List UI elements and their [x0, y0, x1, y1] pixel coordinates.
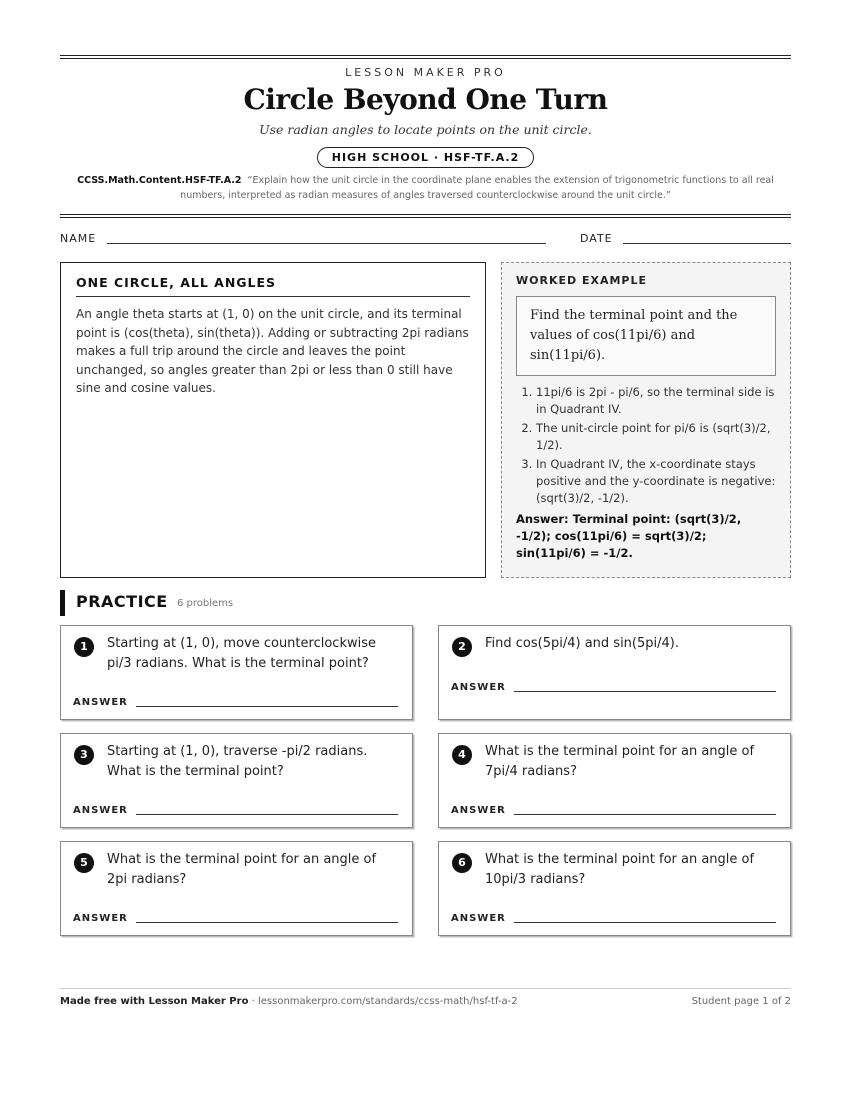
page-subtitle: Use radian angles to locate points on the unit circle. — [259, 122, 592, 137]
problem-number-badge: 6 — [452, 853, 472, 873]
name-label: NAME — [60, 232, 97, 245]
footer-page-number: Student page 1 of 2 — [691, 996, 791, 1007]
answer-label: ANSWER — [451, 913, 506, 924]
problem-question: What is the terminal point for an angle of 10pi/3 radians? — [485, 852, 755, 887]
problem-number-badge: 1 — [74, 637, 94, 657]
worked-step: 3. In Quadrant IV, the x-coordinate stays positive and the y-coordinate is negative: (sqrt(3)/2, -1/2). — [536, 456, 776, 507]
problem-question: Starting at (1, 0), move counterclockwise pi/3 radians. What is the terminal point? — [107, 636, 376, 671]
answer-field[interactable] — [136, 706, 398, 707]
worked-example-answer: Answer: Terminal point: (sqrt(3)/2, -1/2); cos(11pi/6) = sqrt(3)/2; sin(11pi/6) = -1/2. — [516, 512, 742, 560]
worked-example-problem: Find the terminal point and the values of cos(11pi/6) and sin(11pi/6). — [516, 296, 776, 376]
concept-box — [60, 262, 486, 578]
worked-example-steps — [516, 384, 776, 507]
answer-field[interactable] — [514, 814, 776, 815]
problem-card-6 — [438, 841, 791, 936]
answer-field[interactable] — [136, 922, 398, 923]
date-label: DATE — [580, 232, 613, 245]
practice-count: 6 problems — [177, 598, 234, 609]
header-bottom-rule — [60, 214, 791, 218]
answer-label: ANSWER — [73, 805, 128, 816]
worked-step: 2. The unit-circle point for pi/6 is (sqrt(3)/2, 1/2). — [536, 420, 776, 454]
page-title: Circle Beyond One Turn — [243, 83, 608, 116]
problem-question: What is the terminal point for an angle of 2pi radians? — [107, 852, 377, 887]
name-field[interactable] — [107, 243, 546, 244]
answer-field[interactable] — [514, 922, 776, 923]
problem-card-3 — [60, 733, 413, 828]
brand-name: LESSON MAKER PRO — [345, 66, 506, 79]
practice-heading: PRACTICE — [76, 592, 168, 611]
problem-number-badge: 5 — [74, 853, 94, 873]
problem-number-badge: 3 — [74, 745, 94, 765]
answer-field[interactable] — [514, 691, 776, 692]
problem-number-badge: 2 — [452, 637, 472, 657]
date-field[interactable] — [623, 243, 791, 244]
problem-card-1 — [60, 625, 413, 720]
problem-question: Starting at (1, 0), traverse -pi/2 radians. What is the terminal point? — [107, 744, 368, 779]
answer-label: ANSWER — [73, 913, 128, 924]
problem-number-badge: 4 — [452, 745, 472, 765]
standard-description — [60, 173, 791, 203]
problem-question: What is the terminal point for an angle of 7pi/4 radians? — [485, 744, 755, 779]
answer-field[interactable] — [136, 814, 398, 815]
problem-card-2 — [438, 625, 791, 720]
worked-step: 1. 11pi/6 is 2pi - pi/6, so the terminal side is in Quadrant IV. — [536, 384, 776, 418]
answer-label: ANSWER — [451, 805, 506, 816]
worked-example-box — [501, 262, 791, 578]
problem-card-4 — [438, 733, 791, 828]
worksheet-page — [60, 0, 791, 1100]
worked-example-title: WORKED EXAMPLE — [516, 274, 647, 287]
problem-card-5 — [60, 841, 413, 936]
level-badge-wrap — [60, 146, 791, 168]
footer-url[interactable]: · lessonmakerpro.com/standards/ccss-math/hsf-tf-a-2 — [248, 996, 518, 1007]
footer-credit — [60, 996, 518, 1007]
answer-label: ANSWER — [73, 697, 128, 708]
concept-title: ONE CIRCLE, ALL ANGLES — [76, 275, 470, 297]
standard-code: CCSS.Math.Content.HSF-TF.A.2 — [77, 175, 242, 186]
footer-made-with: Made free with Lesson Maker Pro — [60, 996, 249, 1007]
footer-rule — [60, 988, 791, 989]
practice-accent-bar — [60, 590, 65, 616]
standard-text: “Explain how the unit circle in the coordinate plane enables the extension of trigonometric functions to all real numbers, interpreted as radian measures of angles traversed counterclockwise around the unit circle.” — [180, 175, 774, 201]
level-badge: HIGH SCHOOL · HSF-TF.A.2 — [317, 147, 535, 168]
concept-body: An angle theta starts at (1, 0) on the unit circle, and its terminal point is (cos(theta), sin(theta)). Adding or subtracting 2pi radians makes a full trip around the circle and leaves the point unchanged, so angles greater than 2pi or less than 0 still have sine and cosine values. — [76, 307, 469, 395]
answer-label: ANSWER — [451, 682, 506, 693]
header-top-rule — [60, 55, 791, 59]
problem-question: Find cos(5pi/4) and sin(5pi/4). — [485, 636, 679, 651]
